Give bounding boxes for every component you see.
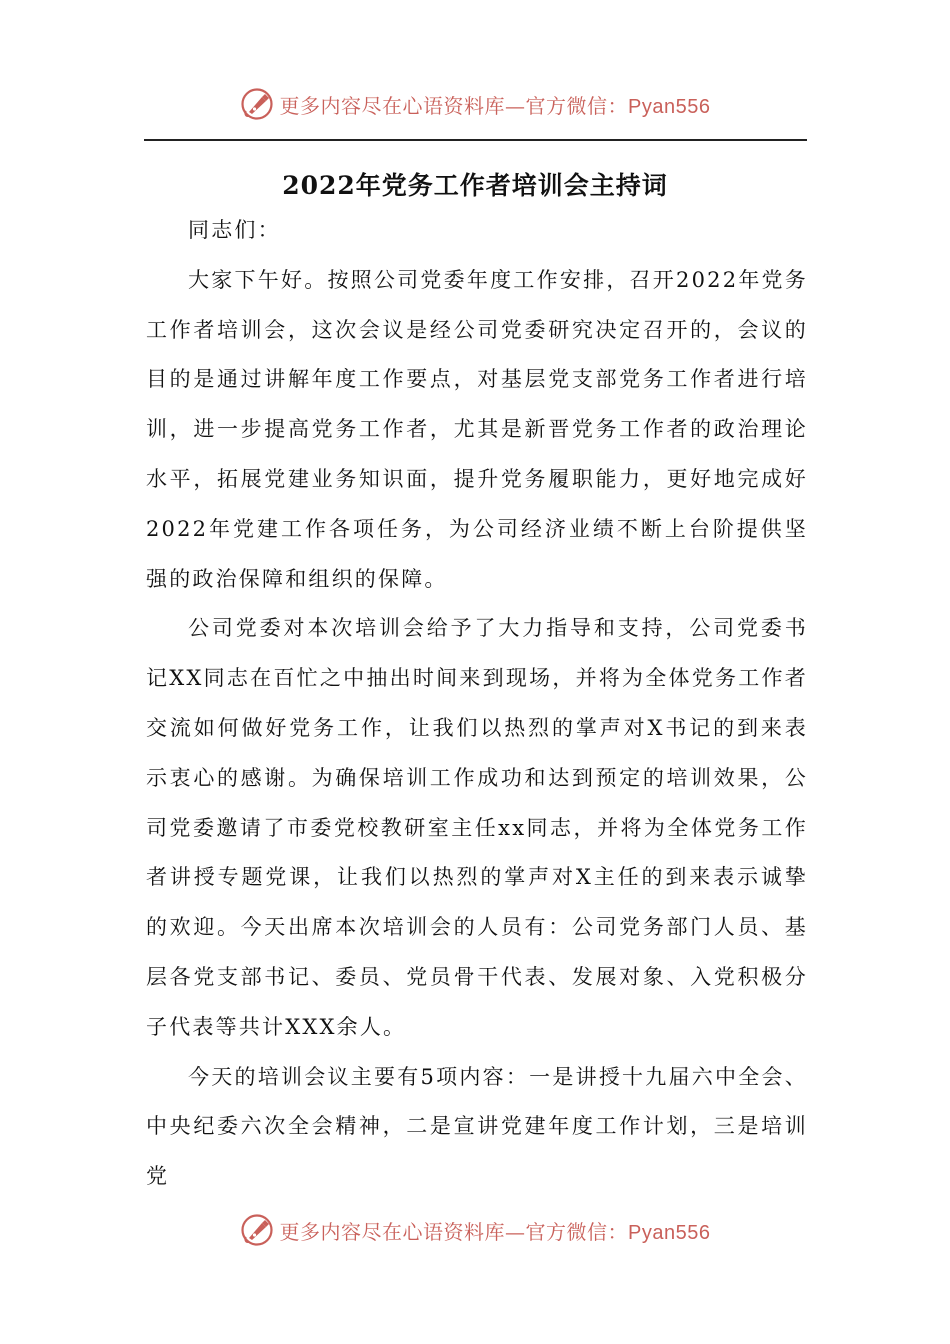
footer-banner-inner [240, 1210, 711, 1250]
footer-banner [0, 1210, 950, 1250]
document-title: 2022年党务工作者培训会主持词 [282, 171, 668, 200]
document-body [146, 206, 808, 1202]
header-banner-inner [240, 84, 711, 124]
header-banner-text [280, 90, 711, 119]
paragraph-2: 公司党委对本次培训会给予了大力指导和支持，公司党委书记XX同志在百忙之中抽出时间来到现场，并将为全体党务工作者交流如何做好党务工作，让我们以热烈的掌声对X书记的到来表示衷心的感谢。为确保培训工作成功和达到预定的培训效果，公司党委邀请了市委党校教研室主任xx同志，并将为全体党务工作者讲授专题党课，让我们以热烈的掌声对X主任的到来表示诚挚的欢迎。今天出席本次培训会的人员有：公司党务部门人员、基层各党支部书记、委员、党员骨干代表、发展对象、入党积极分子代表等共计XXX余人。 [146, 616, 808, 1039]
header-banner-label: 更多内容尽在心语资料库—官方微信： [279, 93, 629, 118]
header-banner-account: Pyan556 [628, 95, 711, 118]
pen-nib-icon [240, 87, 274, 121]
footer-banner-text [280, 1216, 711, 1245]
header-banner [0, 84, 950, 124]
pen-nib-icon [240, 1213, 274, 1247]
footer-banner-account: Pyan556 [628, 1221, 711, 1244]
greeting: 同志们： [188, 218, 281, 242]
paragraph-3: 今天的培训会议主要有5项内容：一是讲授十九届六中全会、中央纪委六次全会精神，二是宣讲党建年度工作计划，三是培训党 [146, 1064, 808, 1189]
paragraph-1: 大家下午好。按照公司党委年度工作安排，召开2022年党务工作者培训会，这次会议是经公司党委研究决定召开的，会议的目的是通过讲解年度工作要点，对基层党支部党务工作者进行培训，进一步提高党务工作者，尤其是新晋党务工作者的政治理论水平，拓展党建业务知识面，提升党务履职能力，更好地完成好2022年党建工作各项任务，为公司经济业绩不断上台阶提供坚强的政治保障和组织的保障。 [146, 267, 808, 591]
footer-banner-label: 更多内容尽在心语资料库—官方微信： [279, 1219, 629, 1244]
header-divider [144, 139, 807, 141]
